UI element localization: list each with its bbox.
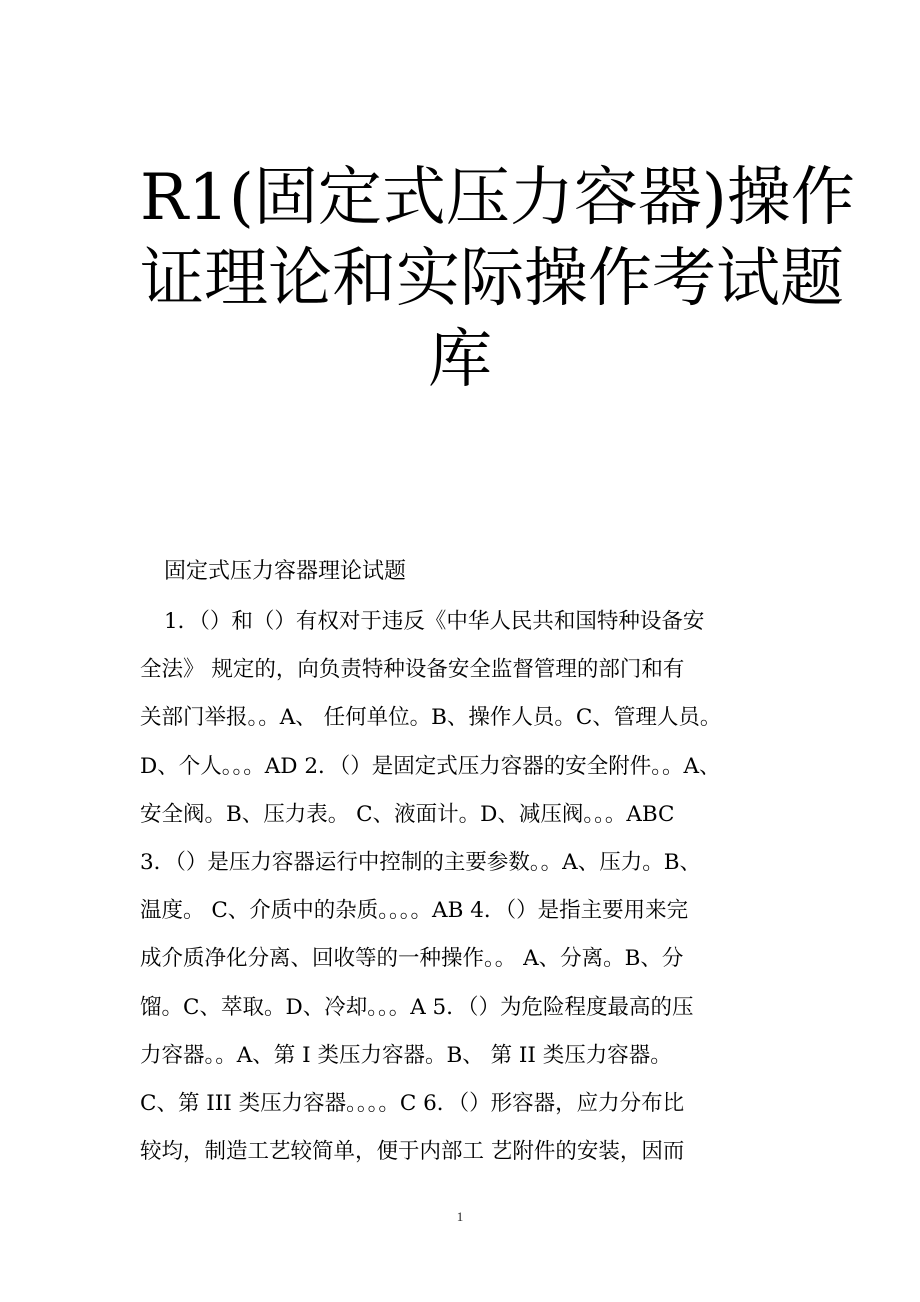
- body-line: 较均，制造工艺较简单，便于内部工 艺附件的安装，因而: [140, 1139, 685, 1165]
- body-line: 成介质净化分离、回收等的一种操作。。 A、分离。B、分: [140, 946, 684, 972]
- body-line: 馏。C、萃取。D、冷却。。。A 5．（）为危险程度最高的压: [140, 994, 694, 1020]
- body-line: 1．（）和（）有权对于违反《中华人民共和国特种设备安: [164, 609, 705, 634]
- body-line: 力容器。。A、第 I 类压力容器。B、 第 II 类压力容器。: [140, 1042, 672, 1068]
- body-line: D、个人。。。AD 2．（）是固定式压力容器的安全附件。。A、: [140, 753, 721, 779]
- body-line: C、第 III 类压力容器。。。。C 6．（）形容器，应力分布比: [140, 1090, 685, 1116]
- document-title: [140, 158, 855, 401]
- title-line-3: 库: [428, 323, 492, 397]
- body-line: 安全阀。B、压力表。 C、液面计。D、减压阀。。。ABC: [140, 801, 675, 827]
- body-line: 3．（）是压力容器运行中控制的主要参数。。A、压力。B、: [140, 849, 702, 875]
- title-line-2: 证理论和实际操作考试题: [140, 242, 844, 316]
- body-line: 全法》 规定的，向负责特种设备安全监督管理的部门和有: [140, 657, 685, 683]
- question-text-block: [140, 604, 780, 1182]
- body-line: 温度。 C、介质中的杂质。。。。AB 4．（）是指主要用来完: [140, 898, 689, 924]
- body-line: 关部门举报。。A、 任何单位。B、操作人员。C、管理人员。: [140, 705, 722, 731]
- title-line-1: R1(固定式压力容器)操作: [140, 161, 855, 235]
- page-number: 1: [456, 1209, 464, 1224]
- section-heading: 固定式压力容器理论试题: [164, 559, 407, 584]
